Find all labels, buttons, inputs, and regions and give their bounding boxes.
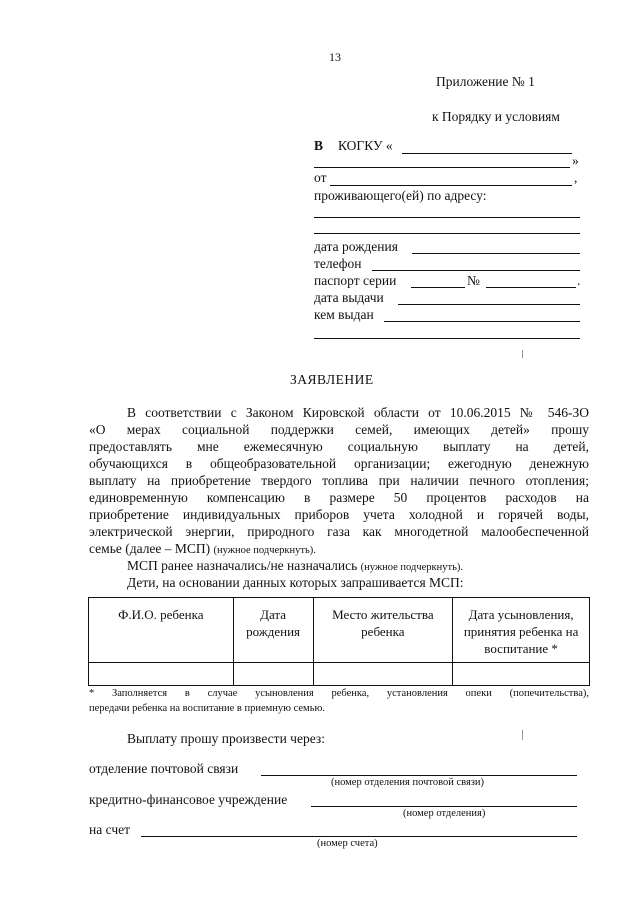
footnote-line1: * Заполняется в случае усыновления ребенка, установления опеки (попечительства),: [89, 688, 589, 699]
header-child-name: Ф.И.О. ребенка: [89, 598, 234, 663]
org-name-field[interactable]: [402, 153, 572, 154]
bank-field[interactable]: [311, 806, 577, 807]
to-label: В: [314, 138, 324, 153]
table-header-row: [89, 598, 590, 663]
underline-note: (нужное подчеркнуть).: [213, 545, 316, 556]
passport-number-label: №: [467, 273, 480, 288]
body-line: электрической энергии, природного газа как многодетной малообеспеченной: [89, 524, 589, 539]
footnote-line2: передачи ребенка на воспитание в приемную семью.: [89, 703, 325, 714]
phone-label: телефон: [314, 256, 362, 271]
issued-by-field-line2[interactable]: [314, 338, 580, 339]
body-line: единовременную компенсацию в размере 50 процентов расходов на: [89, 490, 589, 505]
header-birth-date: Дата рождения: [233, 598, 313, 663]
post-office-hint: (номер отделения почтовой связи): [331, 777, 485, 788]
payment-intro: Выплату прошу произвести через:: [127, 731, 325, 746]
org-label: КОГКУ «: [338, 138, 393, 153]
post-office-field[interactable]: [261, 775, 577, 776]
issue-date-label: дата выдачи: [314, 290, 384, 305]
passport-number-field[interactable]: [486, 287, 576, 288]
header-adoption-date: Дата усыновления, принятия ребенка на воспитание *: [453, 598, 590, 663]
body-line: приобретение индивидуальных приборов учета холодной и горячей воды,: [89, 507, 589, 522]
address-field-line1[interactable]: [314, 217, 580, 218]
account-label: на счет: [89, 822, 130, 837]
body-line: В соответствии с Законом Кировской области от 10.06.2015 № 546-ЗО: [127, 405, 589, 420]
cell-adoption-date[interactable]: [453, 663, 590, 686]
cell-birth-date[interactable]: [233, 663, 313, 686]
scan-speck: [522, 350, 523, 358]
comma: ,: [574, 170, 578, 185]
order-reference: к Порядку и условиям: [432, 109, 560, 124]
body-last-line: семье (далее – МСП): [89, 541, 211, 556]
issued-by-label: кем выдан: [314, 307, 374, 322]
cell-residence[interactable]: [313, 663, 453, 686]
passport-series-label: паспорт серии: [314, 273, 397, 288]
post-office-label: отделение почтовой связи: [89, 761, 239, 776]
address-label: проживающего(ей) по адресу:: [314, 188, 487, 203]
underline-note: (нужное подчеркнуть).: [360, 562, 463, 573]
cell-child-name[interactable]: [89, 663, 234, 686]
account-field[interactable]: [141, 836, 577, 837]
address-field-line2[interactable]: [314, 233, 580, 234]
issue-date-field[interactable]: [398, 304, 580, 305]
birth-date-field[interactable]: [412, 253, 580, 254]
children-table: [88, 597, 590, 686]
passport-dot: .: [577, 273, 581, 288]
body-line: выплату на приобретение твердого топлива при наличии печного отопления;: [89, 473, 589, 488]
passport-series-field[interactable]: [411, 287, 465, 288]
body-line: «О мерах социальной поддержки семей, имеющих детей» прошу: [89, 422, 589, 437]
msp-prior-text: МСП ранее назначались/не назначались: [127, 558, 358, 573]
children-intro: Дети, на основании данных которых запрашивается МСП:: [127, 575, 464, 590]
applicant-name-field[interactable]: [330, 185, 572, 186]
table-row: [89, 663, 590, 686]
closing-quote: »: [572, 153, 579, 168]
scan-speck: [522, 730, 523, 740]
from-label: от: [314, 170, 327, 185]
bank-label: кредитно-финансовое учреждение: [89, 792, 288, 807]
phone-field[interactable]: [372, 270, 580, 271]
page-number: 13: [329, 50, 341, 64]
issued-by-field[interactable]: [384, 321, 580, 322]
document-title: ЗАЯВЛЕНИЕ: [290, 372, 374, 387]
header-residence: Место жительства ребенка: [313, 598, 453, 663]
body-line: обучающихся в общеобразовательной организации; ежегодную денежную: [89, 456, 589, 471]
org-name-field-line2[interactable]: [314, 167, 570, 168]
account-hint: (номер счета): [317, 838, 378, 849]
appendix-label: Приложение № 1: [436, 74, 535, 89]
birth-date-label: дата рождения: [314, 239, 398, 254]
bank-hint: (номер отделения): [403, 808, 486, 819]
body-line: предоставлять мне ежемесячную социальную выплату на детей,: [89, 439, 589, 454]
